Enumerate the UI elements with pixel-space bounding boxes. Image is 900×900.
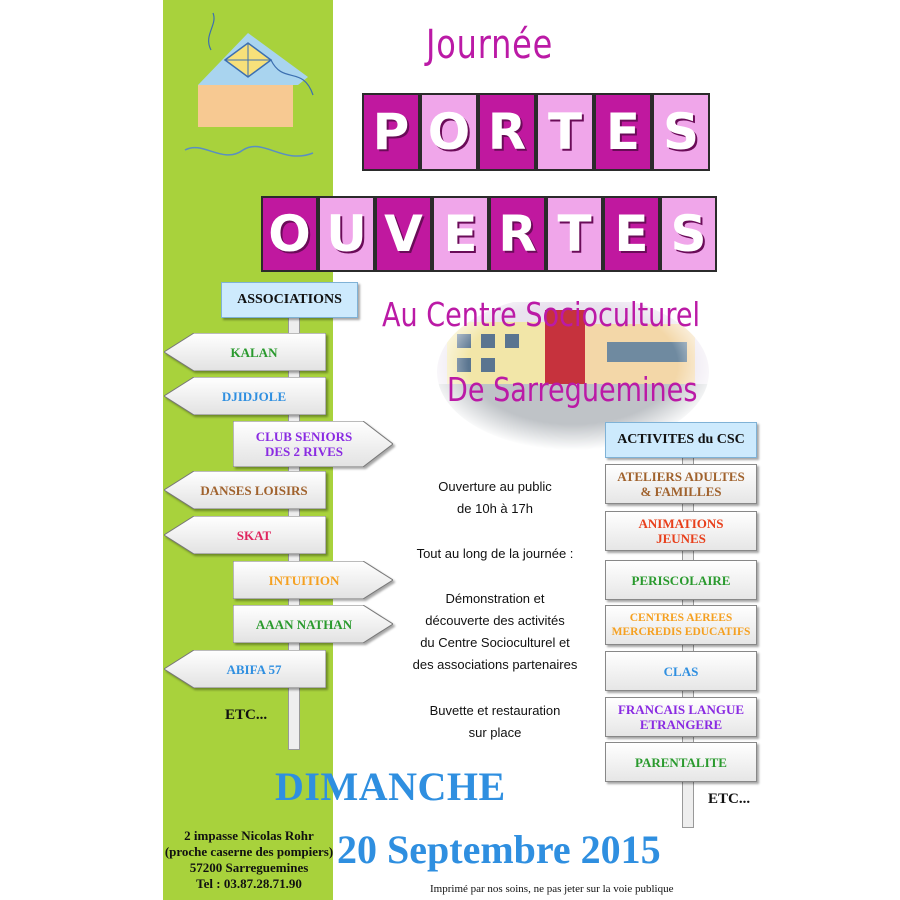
ouvertes-tile-6: E (603, 196, 660, 272)
buvette-line-2: sur place (468, 725, 522, 740)
ouvertes-tile-3: E (432, 196, 489, 272)
assoc-sign-label: DANSES LOISIRS (200, 482, 308, 498)
assoc-sign-label: KALAN (230, 344, 278, 360)
allday-text: Tout au long de la journée : (416, 546, 574, 561)
assoc-sign-label: SKAT (236, 527, 272, 543)
event-date: 20 Septembre 2015 (337, 827, 661, 872)
ouvertes-tile-7: S (660, 196, 717, 272)
assoc-sign-label: ABIFA 57 (226, 661, 282, 677)
address-block (160, 828, 338, 892)
address-city: 57200 Sarreguemines (189, 860, 309, 875)
address-phone: Tel : 03.87.28.71.90 (196, 876, 302, 891)
activite-sign-2: PERISCOLAIRE (605, 560, 757, 600)
ouvertes-tile-5: T (546, 196, 603, 272)
opening-info (392, 476, 598, 520)
portes-tile-5: S (652, 93, 710, 171)
assoc-sign-7 (164, 650, 326, 688)
subtitle-centre: Au Centre Socioculturel (382, 295, 701, 334)
demo-line-2: découverte des activités (425, 613, 565, 628)
demo-line-3: du Centre Socioculturel et (420, 635, 570, 650)
activite-sign-1: ANIMATIONS JEUNES (605, 511, 757, 551)
assoc-sign-3 (164, 471, 326, 509)
activites-header: ACTIVITES du CSC (605, 422, 757, 458)
ouvertes-tile-0: O (261, 196, 318, 272)
activite-sign-6: PARENTALITE (605, 742, 757, 782)
demo-line-1: Démonstration et (445, 591, 545, 606)
opening-line-2: de 10h à 17h (457, 501, 533, 516)
buvette-info (392, 700, 598, 744)
activite-sign-0: ATELIERS ADULTES & FAMILLES (605, 464, 757, 504)
demo-info (392, 588, 598, 676)
assoc-sign-label: DJIDJOLE (221, 388, 287, 404)
portes-tile-4: E (594, 93, 652, 171)
portes-tile-2: R (478, 93, 536, 171)
ouvertes-tile-1: U (318, 196, 375, 272)
assoc-sign-4 (164, 516, 326, 554)
activite-sign-5: FRANCAIS LANGUE ETRANGERE (605, 697, 757, 737)
centre-socioculturel-logo (183, 5, 328, 190)
assoc-sign-1 (164, 377, 326, 415)
ouvertes-tile-2: V (375, 196, 432, 272)
footer-note: Imprimé par nos soins, ne pas jeter sur la voie publique (430, 883, 674, 895)
assoc-sign-5 (233, 561, 393, 599)
assoc-sign-label: AAAN NATHAN (255, 616, 353, 632)
activite-sign-3: CENTRES AEREES MERCREDIS EDUCATIFS (605, 605, 757, 645)
assoc-sign-2 (233, 421, 393, 467)
opening-line-1: Ouverture au public (438, 479, 552, 494)
address-street: 2 impasse Nicolas Rohr (184, 828, 314, 843)
portes-tile-0: P (362, 93, 420, 171)
buvette-line-1: Buvette et restauration (429, 703, 561, 718)
associations-header: ASSOCIATIONS (221, 282, 358, 318)
address-landmark: (proche caserne des pompiers) (164, 844, 334, 859)
ouvertes-tile-4: R (489, 196, 546, 272)
portes-tile-1: O (420, 93, 478, 171)
demo-line-4: des associations partenaires (412, 657, 578, 672)
assoc-sign-0 (164, 333, 326, 371)
activites-etc: ETC... (708, 791, 751, 807)
subtitle-ville: De Sarreguemines (447, 370, 698, 409)
portes-tile-3: T (536, 93, 594, 171)
title-journee: Journée (426, 22, 554, 68)
assoc-sign-label: INTUITION (268, 572, 340, 588)
associations-etc: ETC... (225, 707, 268, 723)
activite-sign-4: CLAS (605, 651, 757, 691)
assoc-sign-6 (233, 605, 393, 643)
assoc-sign-label: CLUB SENIORS DES 2 RIVES (255, 429, 353, 459)
event-day: DIMANCHE (275, 764, 506, 809)
